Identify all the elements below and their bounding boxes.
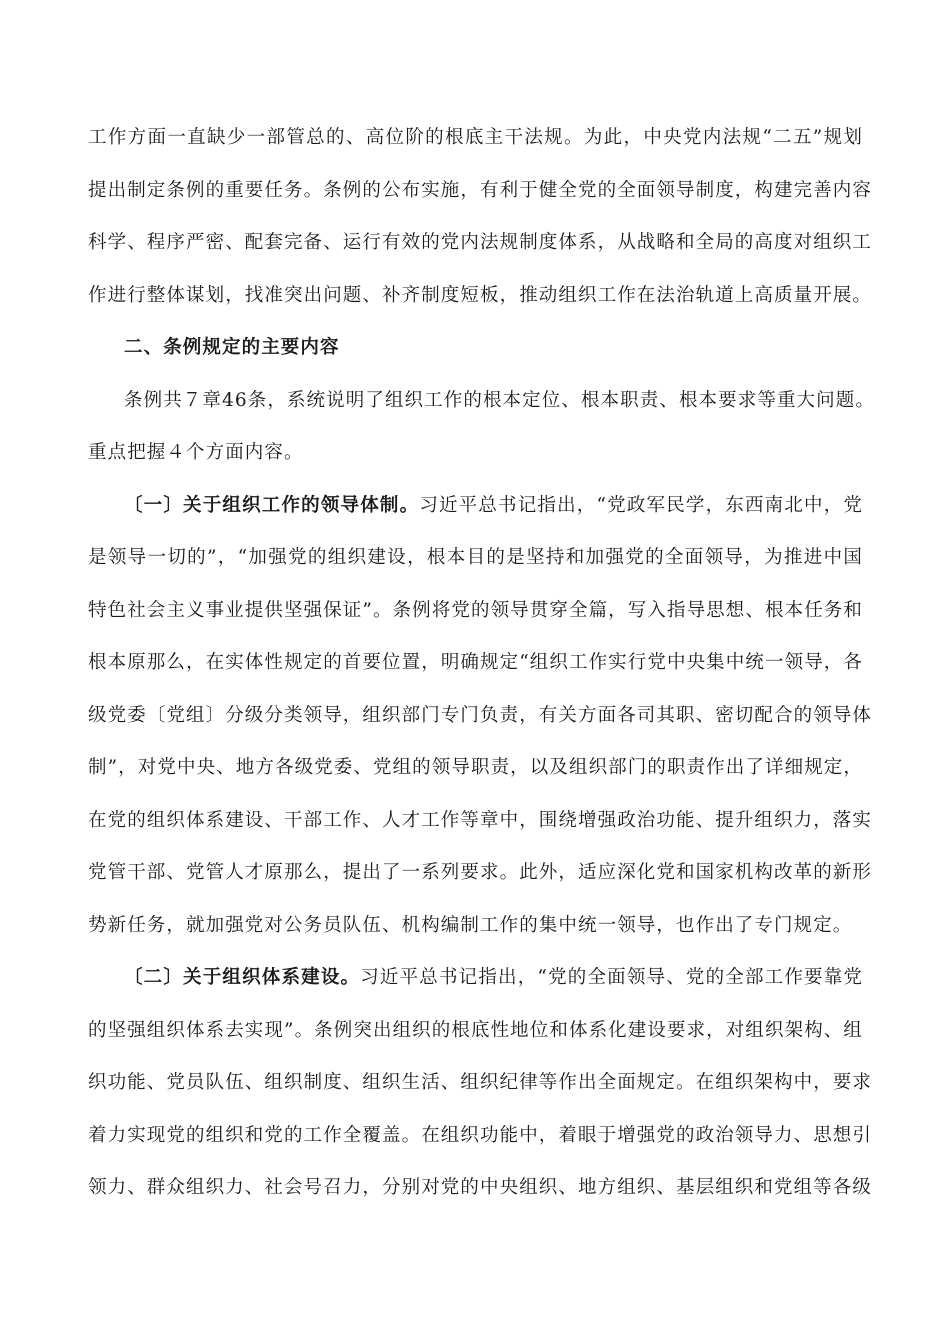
paragraph-line: 党管干部、党管人才原那么，提出了一系列要求。此外，适应深化党和国家机构改革的新形 xyxy=(88,862,873,883)
paragraph-line: 领力、群众组织力、社会号召力，分别对党的中央组织、地方组织、基层组织和党组等各级 xyxy=(88,1177,873,1198)
subsection-title: 〔一〕关于组织工作的领导体制。 xyxy=(124,494,420,516)
paragraph-line: 制”，对党中央、地方各级党委、党组的领导职责，以及组织部门的职责作出了详细规定， xyxy=(88,757,863,778)
paragraph-line xyxy=(88,956,863,1009)
document-page xyxy=(88,116,875,1219)
paragraph-line xyxy=(88,484,863,537)
paragraph-text: 习近平总书记指出，“党的全面领导、党的全部工作要靠党 xyxy=(360,967,863,988)
paragraph-line: 重点把握４个方面内容。 xyxy=(88,442,304,463)
paragraph-text: 习近平总书记指出，“党政军民学，东西南北中，党 xyxy=(419,494,863,516)
paragraph-line: 势新任务，就加强党对公务员队伍、机构编制工作的集中统一领导，也作出了专门规定。 xyxy=(88,914,853,936)
paragraph-line: 工作方面一直缺少一部管总的、高位阶的根底主干法规。为此，中央党内法规“二五”规划 xyxy=(88,127,863,148)
paragraph-line: 是领导一切的”，“加强党的组织建设，根本目的是坚持和加强党的全面领导，为推进中国 xyxy=(88,547,863,568)
paragraph-line: 提出制定条例的重要任务。条例的公布实施，有利于健全党的全面领导制度，构建完善内容 xyxy=(88,179,873,201)
paragraph-line: 织功能、党员队伍、组织制度、组织生活、组织纪律等作出全面规定。在组织架构中，要求 xyxy=(88,1072,873,1093)
paragraph-line: 着力实现党的组织和党的工作全覆盖。在组织功能中，着眼于增强党的政治领导力、思想引 xyxy=(88,1124,873,1146)
paragraph-line: 根本原那么，在实体性规定的首要位置，明确规定“组织工作实行党中央集中统一领导，各 xyxy=(88,652,863,673)
paragraph-line: 级党委〔党组〕分级分类领导，组织部门专门负责，有关方面各司其职、密切配合的领导体 xyxy=(88,704,873,726)
paragraph-line: 的坚强组织体系去实现”。条例突出组织的根底性地位和体系化建设要求，对组织架构、组 xyxy=(88,1019,863,1041)
paragraph-line: 科学、程序严密、配套完备、运行有效的党内法规制度体系，从战略和全局的高度对组织工 xyxy=(88,232,873,253)
paragraph-line: 在党的组织体系建设、干部工作、人才工作等章中，围绕增强政治功能、提升组织力，落实 xyxy=(88,809,873,831)
paragraph-line: 特色社会主义事业提供坚强保证”。条例将党的领导贯穿全篇，写入指导思想、根本任务和 xyxy=(88,599,863,621)
section-heading: 二、条例规定的主要内容 xyxy=(124,337,340,358)
paragraph-line: 条例共７章46条，系统说明了组织工作的根本定位、根本职责、根本要求等重大问题。 xyxy=(124,389,875,411)
paragraph-line: 作进行整体谋划，找准突出问题、补齐制度短板，推动组织工作在法治轨道上高质量开展。 xyxy=(88,284,873,306)
subsection-title: 〔二〕关于组织体系建设。 xyxy=(124,967,361,988)
